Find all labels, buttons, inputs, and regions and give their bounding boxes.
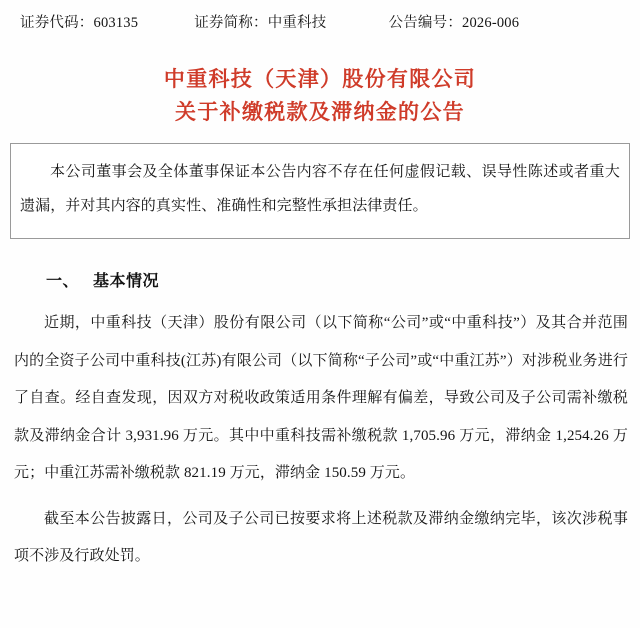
title-line-subject: 关于补缴税款及滞纳金的公告 bbox=[175, 100, 465, 124]
section-heading-basic-situation bbox=[46, 268, 159, 291]
security-abbreviation-label: 证券简称： bbox=[194, 14, 268, 31]
paragraph-payment-status: 截至本公告披露日，公司及子公司已按要求将上述税款及滞纳金缴纳完毕，该次涉税事项不涉及行政处罚。 bbox=[14, 510, 628, 564]
page-title bbox=[0, 63, 640, 129]
title-line-company: 中重科技（天津）股份有限公司 bbox=[163, 67, 477, 91]
paragraph-self-inspection: 近期，中重科技（天津）股份有限公司（以下简称“公司”或“中重科技”）及其合并范围内的全资子公司中重科技(江苏)有限公司（以下简称“子公司”或“中重江苏”）对涉税业务进行了自查。经自查发现，因双方对税收政策适用条件理解有偏差，导致公司及子公司需补缴税款及滞纳金合计 3,931.96 万元。其中中重科技需补缴税款 1,705.96 万元，滞纳金 1,254.26 万元；中重江苏需补缴税款 821.19 万元，滞纳金 150.59 万元。 bbox=[14, 315, 628, 481]
disclaimer-box bbox=[10, 143, 630, 239]
document-header bbox=[0, 8, 640, 34]
announcement-number bbox=[389, 11, 520, 32]
announcement-number-value: 2026-006 bbox=[462, 14, 520, 31]
security-code bbox=[20, 11, 138, 32]
disclaimer-text: 本公司董事会及全体董事保证本公告内容不存在任何虚假记载、误导性陈述或者重大遗漏，并对其内容的真实性、准确性和完整性承担法律责任。 bbox=[20, 164, 620, 214]
security-abbreviation-value: 中重科技 bbox=[267, 14, 327, 31]
security-code-label: 证券代码： bbox=[20, 14, 94, 31]
security-abbreviation bbox=[194, 11, 326, 32]
section-number: 一、 bbox=[46, 273, 80, 290]
section-title: 基本情况 bbox=[93, 273, 160, 290]
section-body bbox=[14, 305, 628, 576]
announcement-number-label: 公告编号： bbox=[388, 14, 463, 31]
security-code-value: 603135 bbox=[93, 14, 139, 31]
